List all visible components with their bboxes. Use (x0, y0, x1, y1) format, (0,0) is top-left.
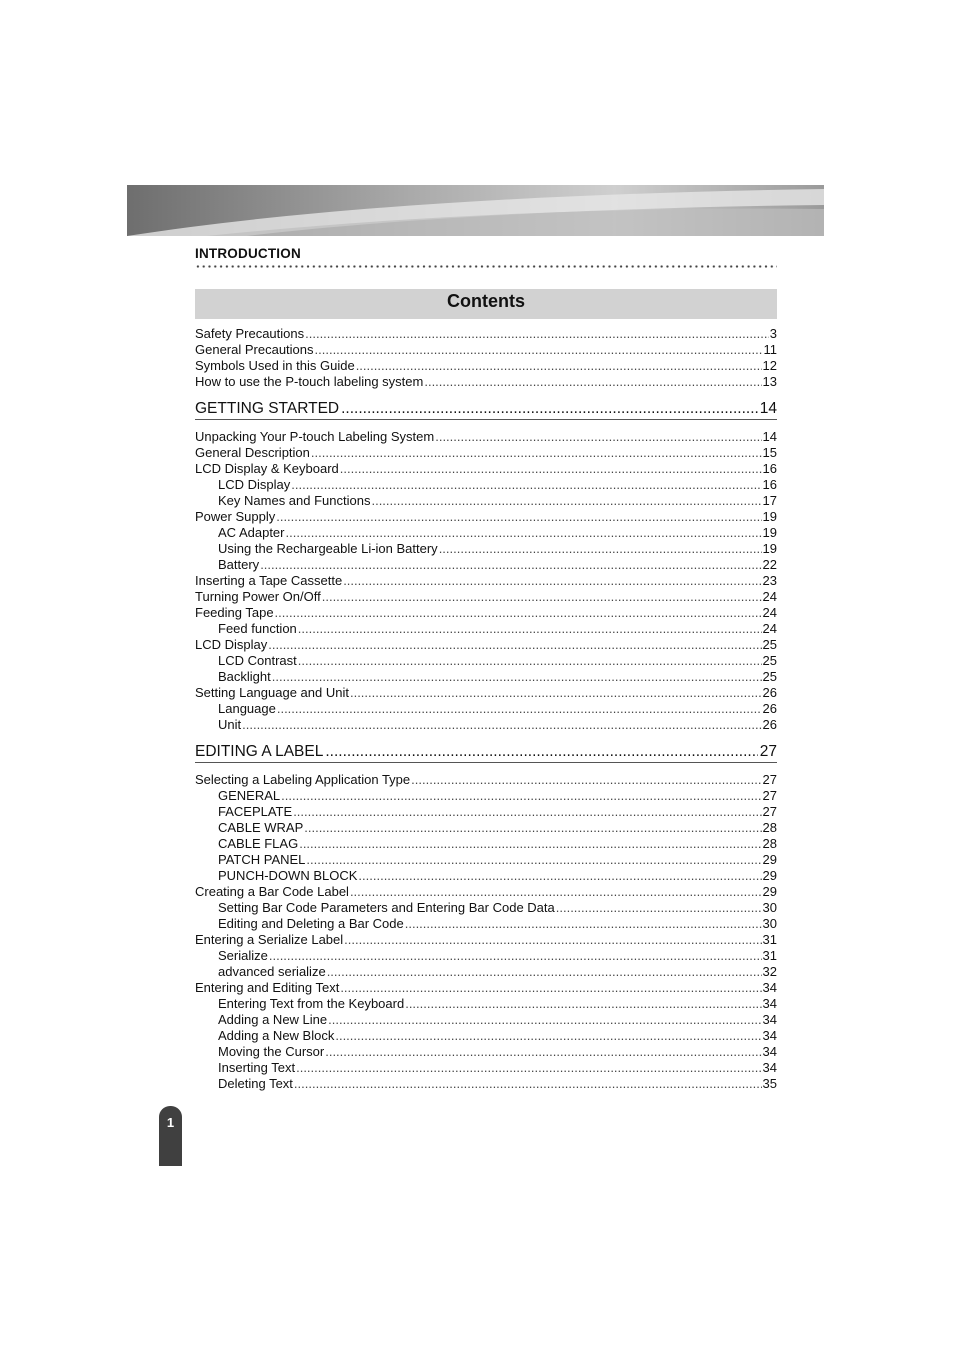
toc-leader (335, 1028, 761, 1044)
toc-entry[interactable] (195, 884, 777, 900)
toc-entry[interactable] (195, 980, 777, 996)
toc-leader (242, 717, 761, 733)
toc-entry-page: 22 (762, 557, 777, 572)
toc-leader (405, 996, 761, 1012)
toc-leader (350, 884, 762, 900)
toc-entry[interactable] (195, 326, 777, 342)
toc-entry-label: LCD Contrast (218, 653, 297, 668)
toc-entry-page: 34 (762, 1044, 777, 1059)
toc-entry-label: Language (218, 701, 276, 716)
toc-entry[interactable] (195, 852, 777, 868)
toc-entry[interactable] (195, 836, 777, 852)
toc-chapter-page: 27 (759, 743, 777, 760)
dotted-divider (195, 265, 777, 268)
toc-entry-page: 16 (762, 477, 777, 492)
toc-entry-page: 29 (762, 884, 777, 899)
toc-leader (327, 964, 762, 980)
toc-leader (305, 326, 769, 342)
toc-entry-page: 14 (762, 429, 777, 444)
toc-entry[interactable] (195, 653, 777, 669)
toc-leader (371, 493, 761, 509)
toc-entry-label: LCD Display & Keyboard (195, 461, 339, 476)
toc-entry-label: LCD Display (218, 477, 291, 492)
toc-entry[interactable] (195, 1012, 777, 1028)
toc-leader (306, 852, 761, 868)
toc-leader (411, 772, 761, 788)
toc-leader (304, 820, 761, 836)
toc-entry-page: 34 (762, 980, 777, 995)
toc-leader (286, 525, 762, 541)
toc-entry-page: 19 (762, 525, 777, 540)
toc-entry-page: 15 (762, 445, 777, 460)
toc-entry-label: Symbols Used in this Guide (195, 358, 355, 373)
toc-entry-label: LCD Display (195, 637, 268, 652)
toc-entry-label: Entering and Editing Text (195, 980, 340, 995)
toc-leader (294, 1076, 762, 1092)
toc-entry[interactable] (195, 996, 777, 1012)
toc-leader (311, 445, 762, 461)
toc-leader (296, 1060, 761, 1076)
toc-chapter[interactable] (195, 399, 777, 420)
toc-entry[interactable] (195, 1060, 777, 1076)
contents-title: Contents (447, 291, 525, 311)
toc-leader (328, 1012, 761, 1028)
toc-entry-page: 19 (762, 541, 777, 556)
toc-entry-page: 34 (762, 1012, 777, 1027)
toc-leader (315, 342, 763, 358)
toc-entry-page: 24 (762, 589, 777, 604)
toc-leader (291, 477, 761, 493)
toc-entry[interactable] (195, 342, 777, 358)
toc-entry-label: Feed function (218, 621, 297, 636)
toc-entry-label: Moving the Cursor (218, 1044, 325, 1059)
toc-entry[interactable] (195, 804, 777, 820)
toc-leader (269, 948, 762, 964)
toc-leader (293, 804, 761, 820)
toc-entry[interactable] (195, 1044, 777, 1060)
toc-entry[interactable] (195, 637, 777, 653)
toc-entry-page: 28 (762, 820, 777, 835)
toc-leader (439, 541, 762, 557)
toc-entry-label: Key Names and Functions (218, 493, 371, 508)
contents-title-bar (195, 289, 777, 319)
toc-entry-label: Creating a Bar Code Label (195, 884, 349, 899)
toc-entry-page: 27 (762, 772, 777, 787)
toc-entry-page: 31 (762, 932, 777, 947)
toc-entry[interactable] (195, 557, 777, 573)
toc-entry-page: 16 (762, 461, 777, 476)
toc-entry-page: 34 (762, 1028, 777, 1043)
toc-entry[interactable] (195, 916, 777, 932)
toc-entry[interactable] (195, 669, 777, 685)
toc-entry[interactable] (195, 358, 777, 374)
toc-leader (325, 1044, 761, 1060)
toc-leader (356, 358, 762, 374)
toc-entry-label: How to use the P-touch labeling system (195, 374, 424, 389)
toc-entry-label: Entering a Serialize Label (195, 932, 344, 947)
toc-entry-label: Unpacking Your P-touch Labeling System (195, 429, 435, 444)
page-number: 1 (166, 1115, 175, 1130)
toc-entry[interactable] (195, 932, 777, 948)
toc-leader (298, 621, 762, 637)
toc-entry-page: 29 (762, 868, 777, 883)
toc-entry-label: Adding a New Block (218, 1028, 335, 1043)
toc-entry-page: 30 (762, 916, 777, 931)
banner-swoosh-graphic (127, 185, 824, 236)
toc-entry[interactable] (195, 964, 777, 980)
header-banner (127, 185, 824, 236)
toc-entry-label: Adding a New Line (218, 1012, 328, 1027)
toc-entry[interactable] (195, 605, 777, 621)
toc-chapter-label: GETTING STARTED (195, 400, 340, 417)
toc-entry-label: AC Adapter (218, 525, 285, 540)
table-of-contents (195, 326, 777, 1092)
toc-entry-label: Backlight (218, 669, 271, 684)
toc-entry[interactable] (195, 868, 777, 884)
toc-leader (322, 589, 762, 605)
toc-entry-label: Using the Rechargeable Li-ion Battery (218, 541, 438, 556)
toc-entry-label: Selecting a Labeling Application Type (195, 772, 411, 787)
toc-entry-label: General Precautions (195, 342, 314, 357)
toc-leader (260, 557, 761, 573)
toc-entry-label: Setting Bar Code Parameters and Entering Bar Code Data (218, 900, 555, 915)
toc-entry-label: Feeding Tape (195, 605, 274, 620)
toc-entry[interactable] (195, 772, 777, 788)
toc-entry-label: Serialize (218, 948, 268, 963)
toc-entry-page: 12 (762, 358, 777, 373)
toc-entry-page: 24 (762, 605, 777, 620)
toc-entry[interactable] (195, 541, 777, 557)
toc-entry-page: 25 (762, 653, 777, 668)
toc-entry-label: Editing and Deleting a Bar Code (218, 916, 404, 931)
toc-entry-label: Inserting a Tape Cassette (195, 573, 343, 588)
toc-leader (405, 916, 762, 932)
toc-entry-label: Turning Power On/Off (195, 589, 321, 604)
toc-entry[interactable] (195, 374, 777, 390)
toc-leader (556, 900, 762, 916)
toc-entry-label: General Description (195, 445, 310, 460)
section-heading: INTRODUCTION (195, 246, 301, 261)
toc-chapter-label: EDITING A LABEL (195, 743, 324, 760)
toc-leader (344, 932, 761, 948)
toc-entry[interactable] (195, 717, 777, 733)
toc-entry[interactable] (195, 509, 777, 525)
toc-leader (277, 701, 762, 717)
toc-entry-page: 34 (762, 1060, 777, 1075)
toc-leader (435, 429, 761, 445)
toc-entry-page: 26 (762, 701, 777, 716)
toc-leader (268, 637, 761, 653)
toc-entry-page: 26 (762, 717, 777, 732)
toc-entry-page: 26 (762, 685, 777, 700)
toc-leader (272, 669, 762, 685)
toc-leader (281, 788, 761, 804)
toc-entry-label: GENERAL (218, 788, 281, 803)
toc-entry-page: 17 (762, 493, 777, 508)
toc-entry-page: 34 (762, 996, 777, 1011)
toc-entry-page: 23 (762, 573, 777, 588)
toc-entry-page: 31 (762, 948, 777, 963)
toc-entry[interactable] (195, 621, 777, 637)
toc-leader (350, 685, 762, 701)
toc-leader (325, 742, 757, 762)
toc-entry[interactable] (195, 429, 777, 445)
toc-entry-label: PATCH PANEL (218, 852, 306, 867)
toc-entry-page: 27 (762, 788, 777, 803)
toc-entry[interactable] (195, 493, 777, 509)
toc-entry-page: 19 (762, 509, 777, 524)
toc-entry[interactable] (195, 445, 777, 461)
toc-leader (299, 836, 761, 852)
toc-leader (424, 374, 761, 390)
toc-entry[interactable] (195, 900, 777, 916)
toc-entry[interactable] (195, 589, 777, 605)
toc-entry-label: Deleting Text (218, 1076, 293, 1091)
toc-chapter-page: 14 (759, 400, 777, 417)
toc-entry-label: Power Supply (195, 509, 276, 524)
toc-entry-label: Inserting Text (218, 1060, 296, 1075)
toc-entry-label: Setting Language and Unit (195, 685, 349, 700)
toc-entry-page: 11 (763, 342, 777, 357)
toc-entry[interactable] (195, 948, 777, 964)
toc-entry[interactable] (195, 1076, 777, 1092)
toc-entry-page: 27 (762, 804, 777, 819)
toc-entry-page: 13 (762, 374, 777, 389)
toc-leader (276, 509, 761, 525)
toc-entry-label: Battery (218, 557, 260, 572)
toc-leader (358, 868, 761, 884)
toc-entry-label: FACEPLATE (218, 804, 293, 819)
toc-entry-label: PUNCH-DOWN BLOCK (218, 868, 358, 883)
toc-entry-label: CABLE FLAG (218, 836, 299, 851)
page-number-tab (159, 1106, 182, 1166)
toc-entry-page: 29 (762, 852, 777, 867)
toc-entry-label: Unit (218, 717, 242, 732)
toc-entry-label: CABLE WRAP (218, 820, 304, 835)
toc-entry[interactable] (195, 788, 777, 804)
toc-chapter[interactable] (195, 742, 777, 763)
toc-entry[interactable] (195, 701, 777, 717)
toc-entry-label: Entering Text from the Keyboard (218, 996, 405, 1011)
toc-entry-page: 24 (762, 621, 777, 636)
toc-entry-page: 3 (769, 326, 777, 341)
toc-entry-page: 35 (762, 1076, 777, 1091)
toc-entry-page: 28 (762, 836, 777, 851)
toc-leader (275, 605, 762, 621)
toc-leader (340, 980, 761, 996)
toc-entry-label: advanced serialize (218, 964, 326, 979)
toc-leader (343, 573, 761, 589)
toc-entry-label: Safety Precautions (195, 326, 305, 341)
toc-leader (340, 461, 762, 477)
toc-entry[interactable] (195, 525, 777, 541)
toc-entry[interactable] (195, 820, 777, 836)
toc-entry-page: 32 (762, 964, 777, 979)
toc-entry[interactable] (195, 685, 777, 701)
toc-entry[interactable] (195, 573, 777, 589)
toc-leader (341, 399, 758, 419)
toc-entry[interactable] (195, 1028, 777, 1044)
toc-entry[interactable] (195, 461, 777, 477)
toc-entry-page: 25 (762, 669, 777, 684)
toc-leader (298, 653, 762, 669)
toc-entry-page: 30 (762, 900, 777, 915)
toc-entry[interactable] (195, 477, 777, 493)
toc-entry-page: 25 (762, 637, 777, 652)
